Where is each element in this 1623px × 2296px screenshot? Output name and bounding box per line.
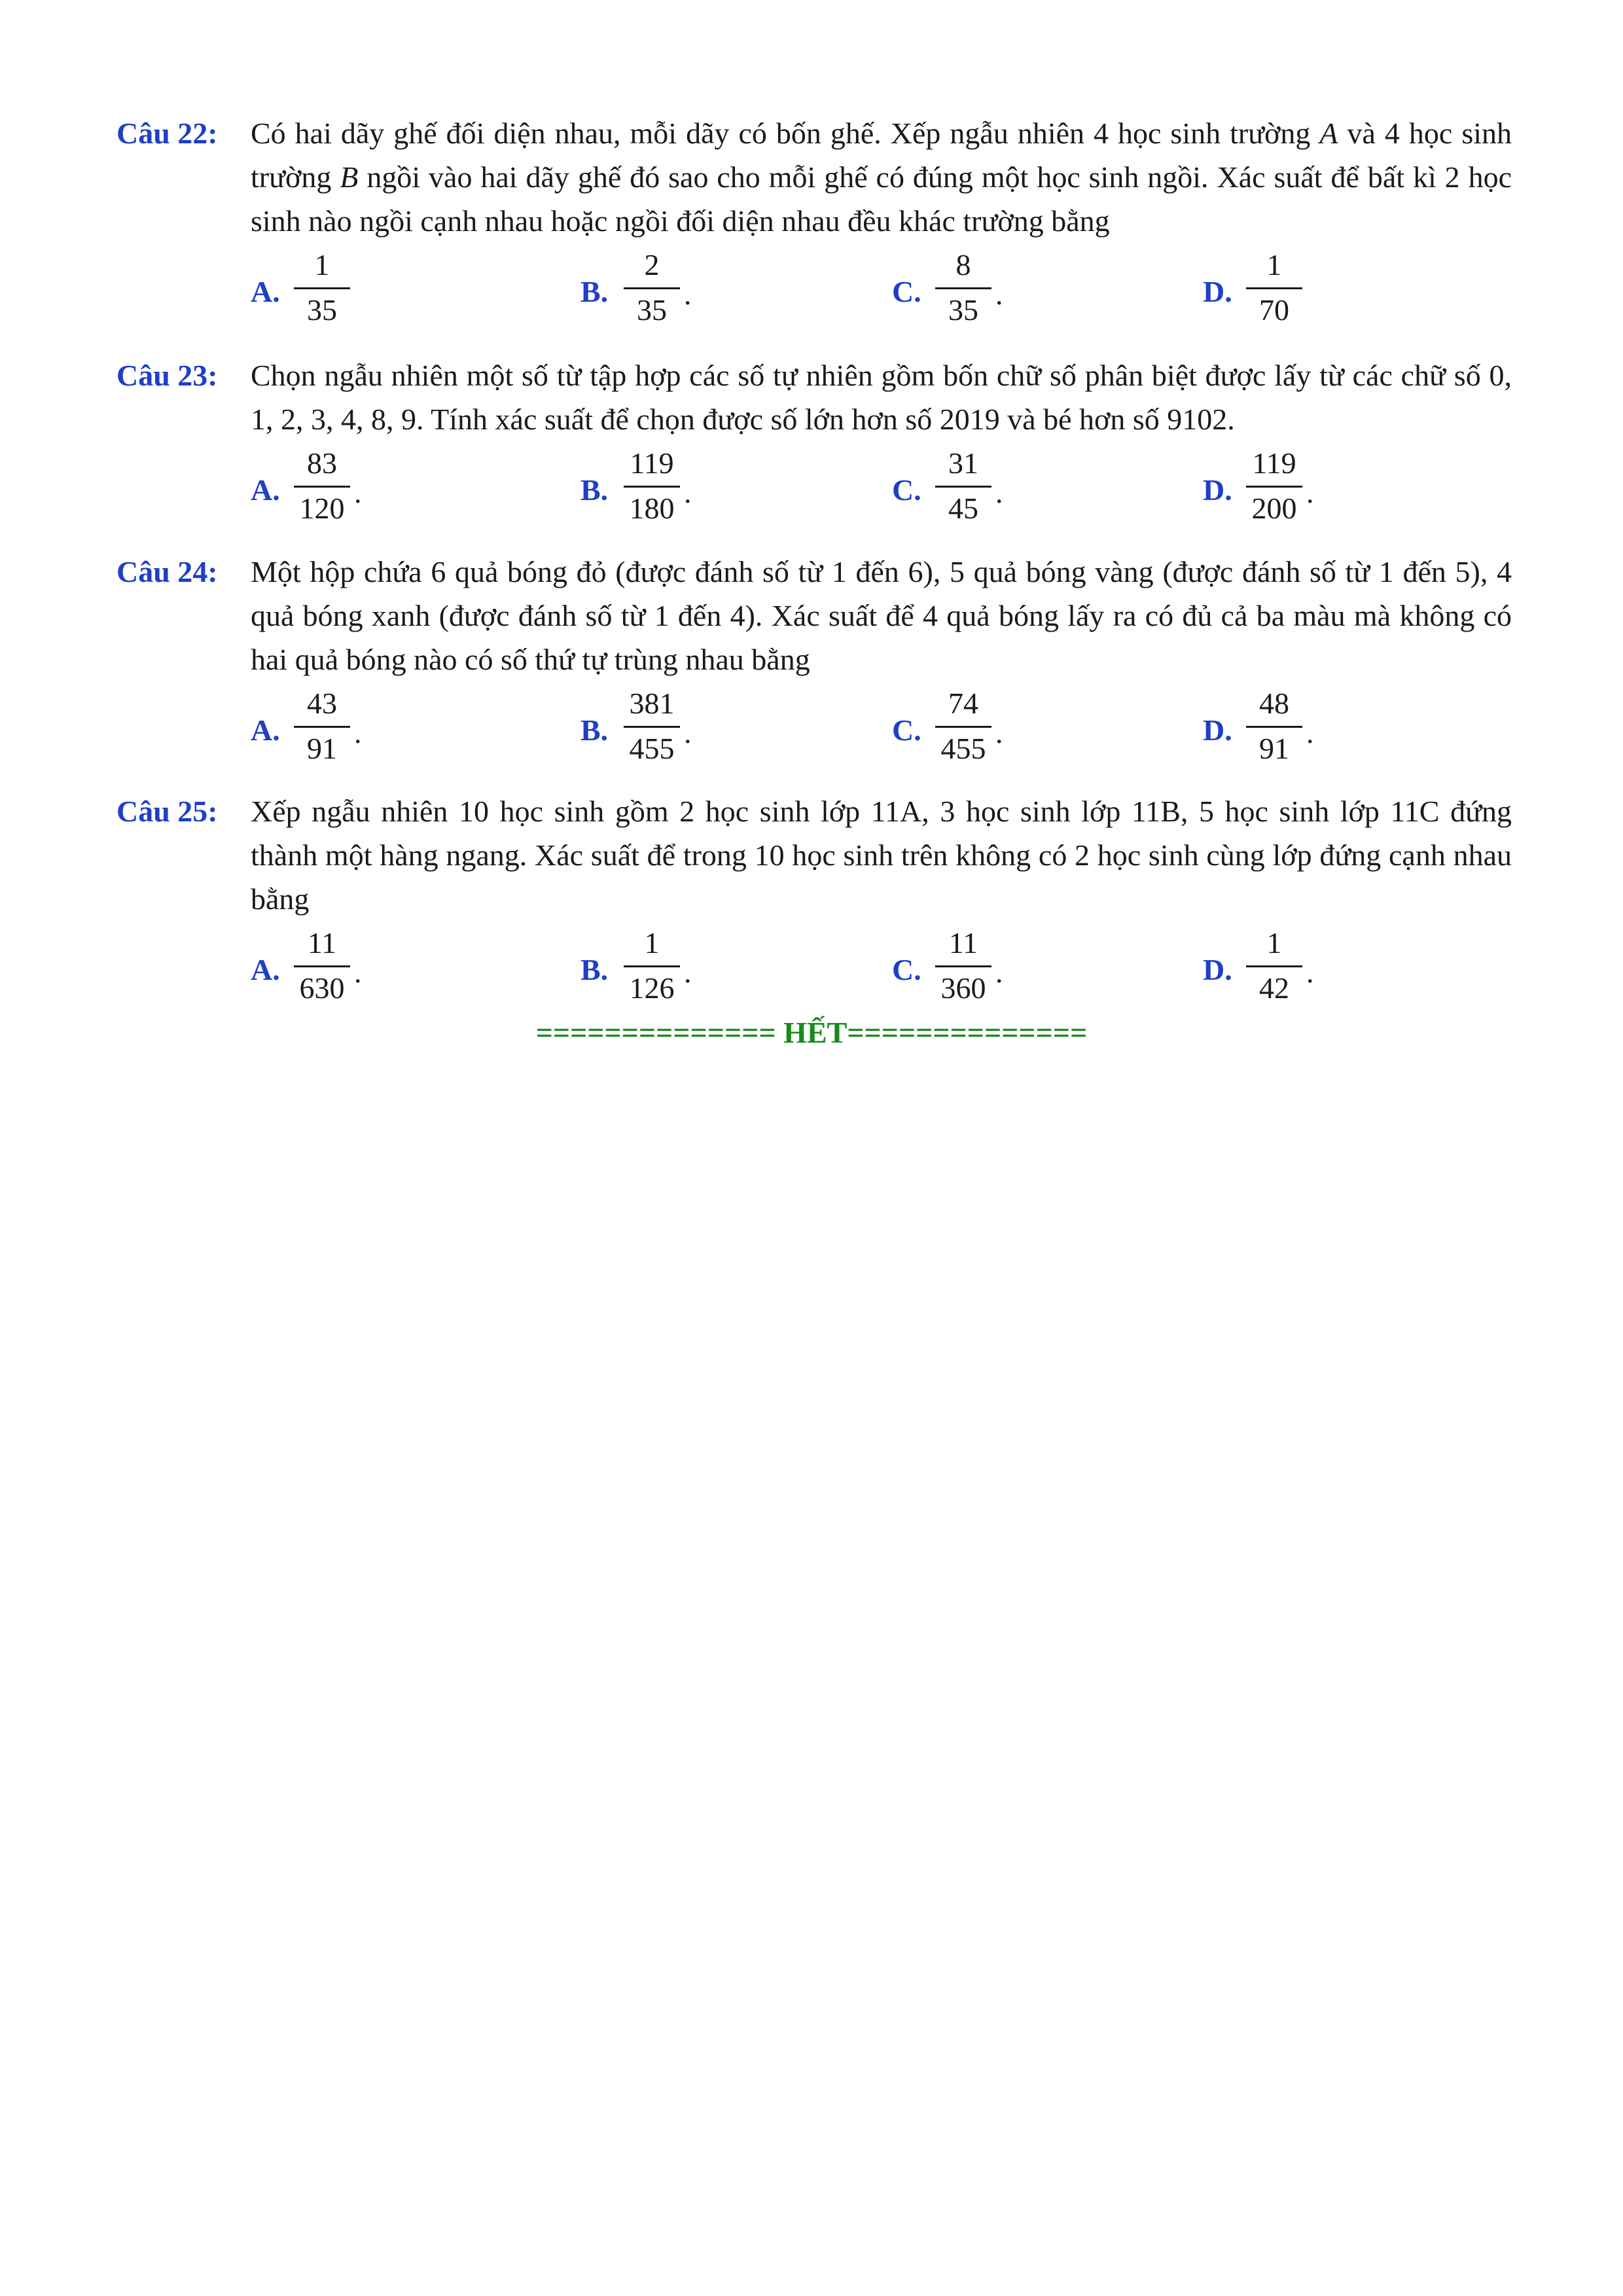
numerator: 31 (948, 446, 978, 480)
fraction-bar (624, 287, 680, 289)
question-label: Câu 25: (116, 795, 218, 828)
numerator: 48 (1259, 687, 1289, 720)
option-period: . (1306, 716, 1314, 749)
answer-options (251, 247, 1512, 338)
numerator: 8 (955, 248, 971, 281)
option-period: . (354, 956, 362, 989)
option-letter: A. (251, 473, 280, 507)
numerator: 1 (314, 248, 330, 281)
denominator: 45 (948, 492, 978, 525)
numerator: 43 (307, 687, 337, 720)
denominator: 200 (1251, 492, 1297, 525)
denominator: 35 (307, 293, 337, 327)
option-period: . (995, 956, 1003, 989)
option-fraction (1246, 685, 1302, 767)
numerator: 119 (1252, 446, 1296, 480)
option-letter: D. (1203, 275, 1232, 308)
denominator: 35 (637, 293, 667, 327)
question-text-part: và 4 học sinh trường (251, 117, 1512, 194)
variable-a: A (1319, 117, 1338, 150)
option-letter: C. (892, 953, 921, 986)
option-period: . (995, 476, 1003, 509)
fraction-bar (935, 726, 991, 728)
question-label: Câu 24: (116, 555, 218, 588)
option-fraction (294, 685, 350, 767)
question-text (251, 111, 1512, 243)
end-marker: ============== HẾT============== (535, 1016, 1088, 1049)
option-period: . (684, 476, 692, 509)
numerator: 83 (307, 446, 337, 480)
numerator: 11 (307, 926, 337, 960)
option-fraction (935, 685, 991, 767)
denominator: 91 (1259, 732, 1289, 765)
fraction-bar (1246, 486, 1302, 488)
fraction-bar (294, 486, 350, 488)
option-fraction (624, 925, 680, 1007)
option-period: . (1306, 956, 1314, 989)
denominator: 455 (940, 732, 986, 765)
fraction-bar (935, 287, 991, 289)
option-fraction (935, 247, 991, 329)
numerator: 11 (948, 926, 978, 960)
option-letter: A. (251, 713, 280, 747)
denominator: 180 (629, 492, 675, 525)
option-period: . (684, 956, 692, 989)
option-fraction (1246, 247, 1302, 329)
question-22 (116, 111, 1512, 338)
variable-b: B (340, 160, 359, 194)
option-fraction (624, 685, 680, 767)
fraction-bar (294, 726, 350, 728)
numerator: 74 (948, 687, 978, 720)
option-fraction (294, 925, 350, 1007)
answer-options (251, 445, 1512, 537)
question-text: Chọn ngẫu nhiên một số từ tập hợp các số tự nhiên gồm bốn chữ số phân biệt được lấy từ các chữ số 0, 1, 2, 3, 4, 8, 9. Tính xác suất để chọn được số lớn hơn số 2019 và bé hơn số 9102. (251, 359, 1512, 436)
option-letter: C. (892, 275, 921, 308)
option-fraction (624, 445, 680, 527)
option-letter: C. (892, 713, 921, 747)
numerator: 2 (644, 248, 660, 281)
option-letter: B. (580, 473, 609, 507)
option-letter: A. (251, 275, 280, 308)
option-letter: D. (1203, 953, 1232, 986)
option-letter: B. (580, 713, 609, 747)
option-fraction (624, 247, 680, 329)
option-letter: A. (251, 953, 280, 986)
option-letter: C. (892, 473, 921, 507)
answer-options (251, 925, 1512, 1016)
numerator: 119 (630, 446, 674, 480)
question-label: Câu 22: (116, 117, 218, 150)
fraction-bar (935, 965, 991, 967)
option-fraction (1246, 925, 1302, 1007)
denominator: 120 (299, 492, 345, 525)
option-fraction (935, 445, 991, 527)
denominator: 42 (1259, 971, 1289, 1005)
denominator: 360 (940, 971, 986, 1005)
question-23 (116, 353, 1512, 537)
option-fraction (935, 925, 991, 1007)
option-period: . (1306, 476, 1314, 509)
question-text-part: Có hai dãy ghế đối diện nhau, mỗi dãy có bốn ghế. Xếp ngẫu nhiên 4 học sinh trường (251, 117, 1320, 150)
numerator: 1 (644, 926, 660, 960)
numerator: 1 (1266, 926, 1282, 960)
denominator: 455 (629, 732, 675, 765)
fraction-bar (624, 726, 680, 728)
numerator: 381 (629, 687, 675, 720)
fraction-bar (1246, 726, 1302, 728)
question-24 (116, 550, 1512, 777)
question-text: Một hộp chứa 6 quả bóng đỏ (được đánh số từ 1 đến 6), 5 quả bóng vàng (được đánh số từ 1 đến 5), 4 quả bóng xanh (được đánh số từ 1 đến 4). Xác suất để 4 quả bóng lấy ra có đủ cả ba màu mà không có hai quả bóng nào có số thứ tự trùng nhau bằng (251, 555, 1512, 676)
option-period: . (684, 278, 692, 311)
denominator: 630 (299, 971, 345, 1005)
option-fraction (294, 445, 350, 527)
option-period: . (354, 716, 362, 749)
fraction-bar (294, 965, 350, 967)
fraction-bar (624, 965, 680, 967)
fraction-bar (624, 486, 680, 488)
numerator: 1 (1266, 248, 1282, 281)
denominator: 70 (1259, 293, 1289, 327)
option-period: . (684, 716, 692, 749)
denominator: 35 (948, 293, 978, 327)
fraction-bar (294, 287, 350, 289)
option-fraction (1246, 445, 1302, 527)
question-label: Câu 23: (116, 359, 218, 392)
question-25 (116, 789, 1512, 1016)
option-period: . (995, 278, 1003, 311)
option-letter: D. (1203, 473, 1232, 507)
answer-options (251, 685, 1512, 777)
question-text-part: ngồi vào hai dãy ghế đó sao cho mỗi ghế có đúng một học sinh ngồi. Xác suất để bất kì 2 học sinh nào ngồi cạnh nhau hoặc ngồi đối diện nhau đều khác trường bằng (251, 160, 1512, 238)
option-period: . (354, 476, 362, 509)
fraction-bar (1246, 965, 1302, 967)
question-text: Xếp ngẫu nhiên 10 học sinh gồm 2 học sinh lớp 11A, 3 học sinh lớp 11B, 5 học sinh lớp 11C đứng thành một hàng ngang. Xác suất để trong 10 học sinh trên không có 2 học sinh cùng lớp đứng cạnh nhau bằng (251, 795, 1512, 916)
denominator: 91 (307, 732, 337, 765)
option-letter: D. (1203, 713, 1232, 747)
option-period: . (995, 716, 1003, 749)
option-fraction (294, 247, 350, 329)
option-letter: B. (580, 275, 609, 308)
denominator: 126 (629, 971, 675, 1005)
fraction-bar (1246, 287, 1302, 289)
option-letter: B. (580, 953, 609, 986)
fraction-bar (935, 486, 991, 488)
